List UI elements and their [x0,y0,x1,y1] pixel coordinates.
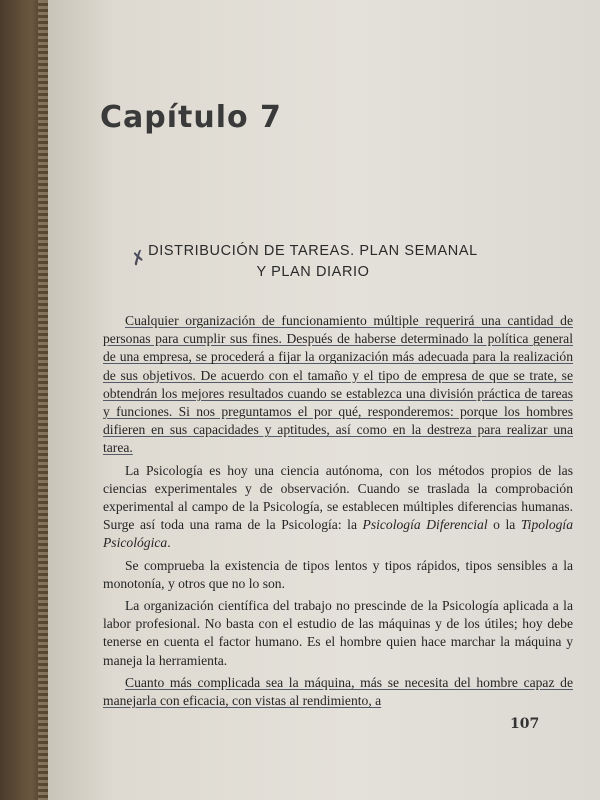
section-heading-line-2: Y PLAN DIARIO [256,264,370,280]
paragraph-2 [103,462,573,553]
paragraph-2-end: . [167,535,171,551]
book-binding [38,0,48,800]
pen-mark-icon: ✗ [127,246,150,271]
paragraph-3: Se comprueba la existencia de tipos lentos y tipos rápidos, tipos sensibles a la monotonía, y otros que no lo son. [103,557,573,591]
paragraph-2-text: La Psicología es hoy una ciencia autónoma, con los métodos propios de las ciencias experimentales y de observación. Cuando se traslada la comprobación experimental al campo de la Psicología, se establecen múltiples diferencias humanas. Surge así toda una rama de la Psicología: la [103,462,573,533]
section-heading [108,241,518,283]
term-tipologia-psicologica: Tipología Psicológica [103,517,573,551]
paragraph-2-connector: o la [487,517,521,533]
book-page [48,0,600,800]
body-text [103,312,573,714]
paragraph-1: Cualquier organización de funcionamiento múltiple requerirá una cantidad de personas para cumplir sus fines. Después de haberse determinado la política general de una empresa, se procederá a fijar la organización más adecuada para la realización de sus objetivos. De acuerdo con el tamaño y el tipo de empresa de que se trate, se obtendrán los mejores resultados cuando se establezca una división práctica de tareas y funciones. Si nos preguntamos el por qué, responderemos: porque los hombres difieren en sus capacidades y aptitudes, así como en la destreza para realizar una tarea. [103,313,573,456]
section-heading-line-1: DISTRIBUCIÓN DE TAREAS. PLAN SEMANAL [148,243,478,259]
paragraph-5: Cuanto más complicada sea la máquina, más se necesita del hombre capaz de manejarla con eficacia, con vistas al rendimiento, a [103,674,573,709]
paragraph-4: La organización científica del trabajo no prescinde de la Psicología aplicada a la labor profesional. No basta con el estudio de las máquinas y de los útiles; hoy debe tenerse en cuenta el factor humano. Es el hombre quien hace marchar la máquina y maneja la herramienta. [103,598,573,668]
chapter-title: Capítulo 7 [100,100,282,135]
term-psicologia-diferencial: Psicología Diferencial [362,517,488,533]
page-number: 107 [510,716,540,732]
